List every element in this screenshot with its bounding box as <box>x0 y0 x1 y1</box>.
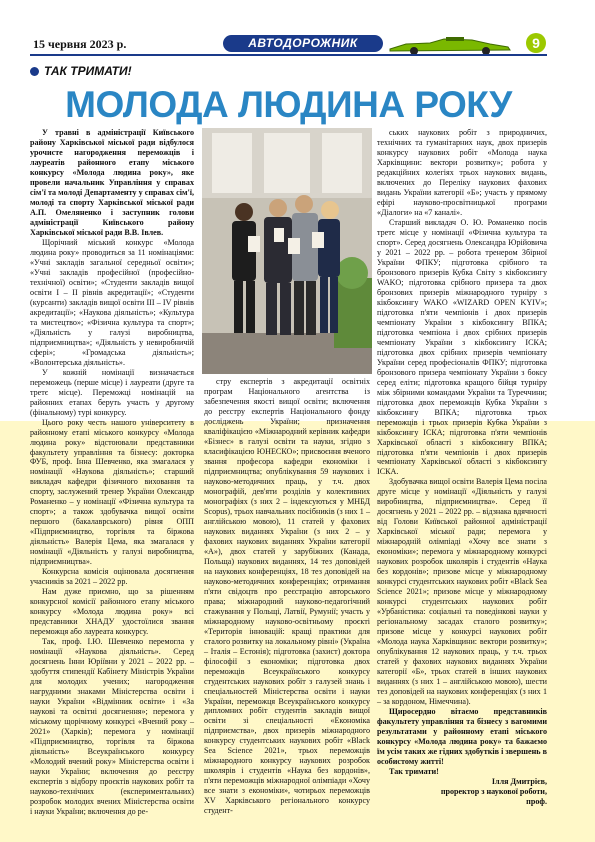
article-paragraph: Ілля Дмитрієв, <box>491 776 547 786</box>
article-paragraph: стру експертів з акредитації освітніх програм Національного агентства із забезпечення якості вищої освіти; включення до реєстру експертів Національного фонду досліджень України; призначення кваліфікацією «Міжнародний керівник кафедри «Бізнес» в галузі освіти та науки, згідно з класифікацією ЮНЕСКО»; присвоєння вченого звання професора кафедри економіки і підприємництва; опублікування 59 наукових і науково-методичних праць, у т.ч. двох монографій, дев'яти розділів у колективних монографіях (з них 2 – індексуються у МНБД Scopus), трьох навчальних посібників (з них 1 – англійською мовою), 11 статей у фахових наукових виданнях України (з них 2 – у фахових наукових виданнях України категорії «А»), двох статей у зарубіжних (Канада, Польща) наукових виданнях, 14 тез доповідей на наукових конференціях, 18 тез доповідей на науково-методичних конференціях; отримання п'яти свідоцтв про реєстрацію авторського права; міжнародний науково-педагогічний стажування у Польщі, Латвії, Румунії; участь у міжнародному науково-освітньому проєкті «Територія інновацій: кращі практики для сталого розвитку на локальному рівні» (Україна – Італія – Естонія); підготовка (захист) доктора філософії з економіки; підготовка двох переможців Всеукраїнського конкурсу студентських наукових робіт з галузей знань і спеціальностей Міністерства освіти і науки України, переможця Всеукраїнського конкурсу дипломних робіт студентів закладів вищої освіти зі спеціальності «Економіка підприємства», двох призерів міжнародного конкурсу студентських наукових робіт «Black Sea Science 2021», трьох переможців міжнародного конкурсу наукових розробок школярів і студентів «Наука без кордонів», п'яти переможців міжнародної олімпіади «Хочу все знати з економіки», чотирьох переможців XV Харківського регіонального конкурсу студент- <box>204 377 370 816</box>
article-photo <box>202 128 372 374</box>
article-paragraph: Щиросердно вітаємо представників факультету управління та бізнесу з вагомими результатами у районному етапі міського конкурсу «Молода людина року» та бажаємо їм усім таких же гідних здобутків і звершень в особистому житті! <box>377 707 547 767</box>
article-paragraph: Цього року честь нашого університету в районному етапі міського конкурсу «Молода людина року» відстоювали представники факультету управління та бізнесу: докторка ФУБ, проф. Інна Шевченко, яка змагалася у номінації «Наукова діяльність»; старший викладач кафедри фізичного виховання та спорту, заслужений тренер України Олександр Романенко – у номінації «Фізична культура та спорт»; а також здобувачка вищої освіти першого (бакалаврського) рівня ОПП «Підприємництво, торгівля та біржова діяльність» Валерія Цема, яка змагалася у номінації «Діяльність у галузі виробництва, підприємництва». <box>30 417 194 567</box>
article-paragraph: Так, проф. І.Ю. Шевченко перемогла у номінації «Наукова діяльність». Серед досягнень Інни Юріївни у 2021 – 2022 рр. – здобуття стипендії Кабінету Міністрів України для молодих учених; нагородження нагрудними знаками Міністерства освіти і науки України «Відмінник освіти» і «За наукові та освітні досягнення»; перемога у міському щорічному конкурсі «Вчений року – 2021» (Харків); перемога у номінації «Підприємництво, торгівля та біржова діяльність» Всеукраїнського конкурсу «Молодий вчений року» Міністерства освіти і науки України; включення до реєстру експертів з відбору проєктів наукових робіт та науково-технічних (експериментальних) розробок молодих вчених Міністерства освіти і науки України; включення до ре- <box>30 637 194 816</box>
header-divider <box>30 54 547 56</box>
award-ceremony-photo <box>202 128 372 374</box>
article-paragraph: Так тримати! <box>389 767 439 776</box>
article-column-1 <box>30 128 194 817</box>
article-title: МОЛОДА ЛЮДИНА РОКУ <box>65 84 512 125</box>
race-car-icon <box>386 33 516 55</box>
article-paragraph: проф. <box>526 796 547 806</box>
article-paragraph: Старший викладач О. Ю. Романенко посів третє місце у номінації «Фізична культура та спорт». Серед досягнень Олександра Юрійовича у 2021 – 2022 рр. – робота тренером Збірної України ФПКУ; підготовка срібного та бронзового призерів Кубка Світу з кікбоксингу WAKO; підготовка срібного призера та двох бронзових призерів міжнародного турніру з кікбоксингу WAKO «WIZARD OPEN KYIV»; підготовка п'яти чемпіонів і двох призерів чемпіонату України з кікбоксингу ВПКА; підготовка чемпіона і двох срібних призерів чемпіонату України з кікбоксингу ІСКА; підготовка двох срібних призерів чемпіонату України серед професіоналів ФПКУ; підготовка бронзового призера чемпіонату України з боксу серед еліти; підготовка кращого бійця турніру між збірними командами України та Туреччини; підготовка двох переможців Кубка України з кікбоксингу ВПКА; підготовка трьох переможців і трьох призерів Кубка України з кікбоксингу ІСКА; підготовка п'яти чемпіонів Харківської області з кікбоксингу ВПКА; підготовка п'яти чемпіонів і двох призерів чемпіонату Харківської області з кікбоксингу ІСКА. <box>377 217 547 477</box>
article-paragraph: Нам дуже приємно, що за рішенням конкурсної комісії районного етапу міського конкурсу «Молода людина року» всі представники ХНАДУ удостоїлися звання переможця або лауреата конкурсу. <box>30 587 194 637</box>
article-paragraph: ських наукових робіт з природничих, технічних та гуманітарних наук, двох призерів конкурсу наукових робіт «Молода наука Харківщини: вектори розвитку»; робота у редакційних колегіях трьох наукових видань, включених до Переліку наукових фахових видань України категорії «Б»; участь у прямому ефірі науково-просвітницької програми «Діалоги» на «7 каналі». <box>377 128 547 217</box>
article-paragraph: Щорічний міський конкурс «Молода людина року» проводиться за 11 номінаціями: «Учні закладів загальної середньої освіти»; «Учні закладів професійної (професійно-технічної) освіти»; «Студенти закладів вищої освіти І – ІІ рівнів акредитації»; «Студенти (курсанти) закладів вищої освіти ІІІ – IV рівнів акредитації»; «Наукова діяльність»; «Культура та мистецтво»; «Фізична культура та спорт»; «Діяльність у галузі виробництва, підприємництва»; «Діяльність у невиробничій сфері»; «Громадська діяльність»; «Волонтерська діяльність». <box>30 237 194 367</box>
newspaper-masthead <box>223 35 383 52</box>
article-paragraph: У кожній номінації визначається переможець (перше місце) і лауреати (друге та третє місце). Переможці номінацій на районних етапах беруть участь у другому (фінальному) турі конкурсу. <box>30 367 194 417</box>
page-number: 9 <box>526 33 546 53</box>
article-paragraph: У травні в адміністрації Київського району Харківської міської ради відбулося урочисте нагородження переможців і лауреатів районного етапу міського конкурсу «Молода людина року», яке провели начальник Управління у справах сім'ї та молоді Департаменту у справах сім'ї, молоді та спорту Харківської міської ради А.П. Омеляненко і заступник голови адміністрації Київського району Харківської міської ради В.В. Івлев. <box>30 128 194 237</box>
issue-date: 15 червня 2023 р. <box>33 37 127 51</box>
bullet-icon <box>30 67 39 76</box>
newspaper-name: АВТОДОРОЖНИК <box>248 36 358 50</box>
article-column-2 <box>204 377 370 816</box>
rubric <box>30 64 132 78</box>
rubric-label: ТАК ТРИМАТИ! <box>44 64 132 78</box>
article-column-3 <box>377 128 547 807</box>
article-paragraph: Конкурсна комісія оцінювала досягнення учасників за 2021 – 2022 рр. <box>30 567 194 587</box>
article-paragraph: проректор з наукової роботи, <box>440 786 547 796</box>
article-paragraph: Здобувачка вищої освіти Валерія Цема посіла друге місце у номінації «Діяльність у галузі виробництва, підприємництва». Серед її досягнень у 2021 – 2022 рр. – відзнака вдячності від Голови Київської районної адміністрації Харківської міської ради; перемога у міжнародній олімпіаді «Хочу все знати з економіки»; перемога у міжнародному конкурсі наукових розробок школярів і студентів «Наука без кордонів»; призове місце у міжнародному конкурсі студентських наукових робіт «Black Sea Science 2021»; призове місце у міжнародному конкурсі студентських наукових робіт «Урбаністика: соціальні та поведінкові науки у регіональному засадах сталого розвитку»; призове місце у конкурсі наукових робіт «Молода наука Харківщини: вектори розвитку»; опублікування 12 наукових праць, у т.ч. трьох статей у фахових наукових виданнях України категорії «Б», трьох статей в інших наукових виданнях (з них 1 – англійською мовою), шести тез доповідей на наукових конференціях (з них 1 – за кордоном, Німеччина). <box>377 477 547 707</box>
